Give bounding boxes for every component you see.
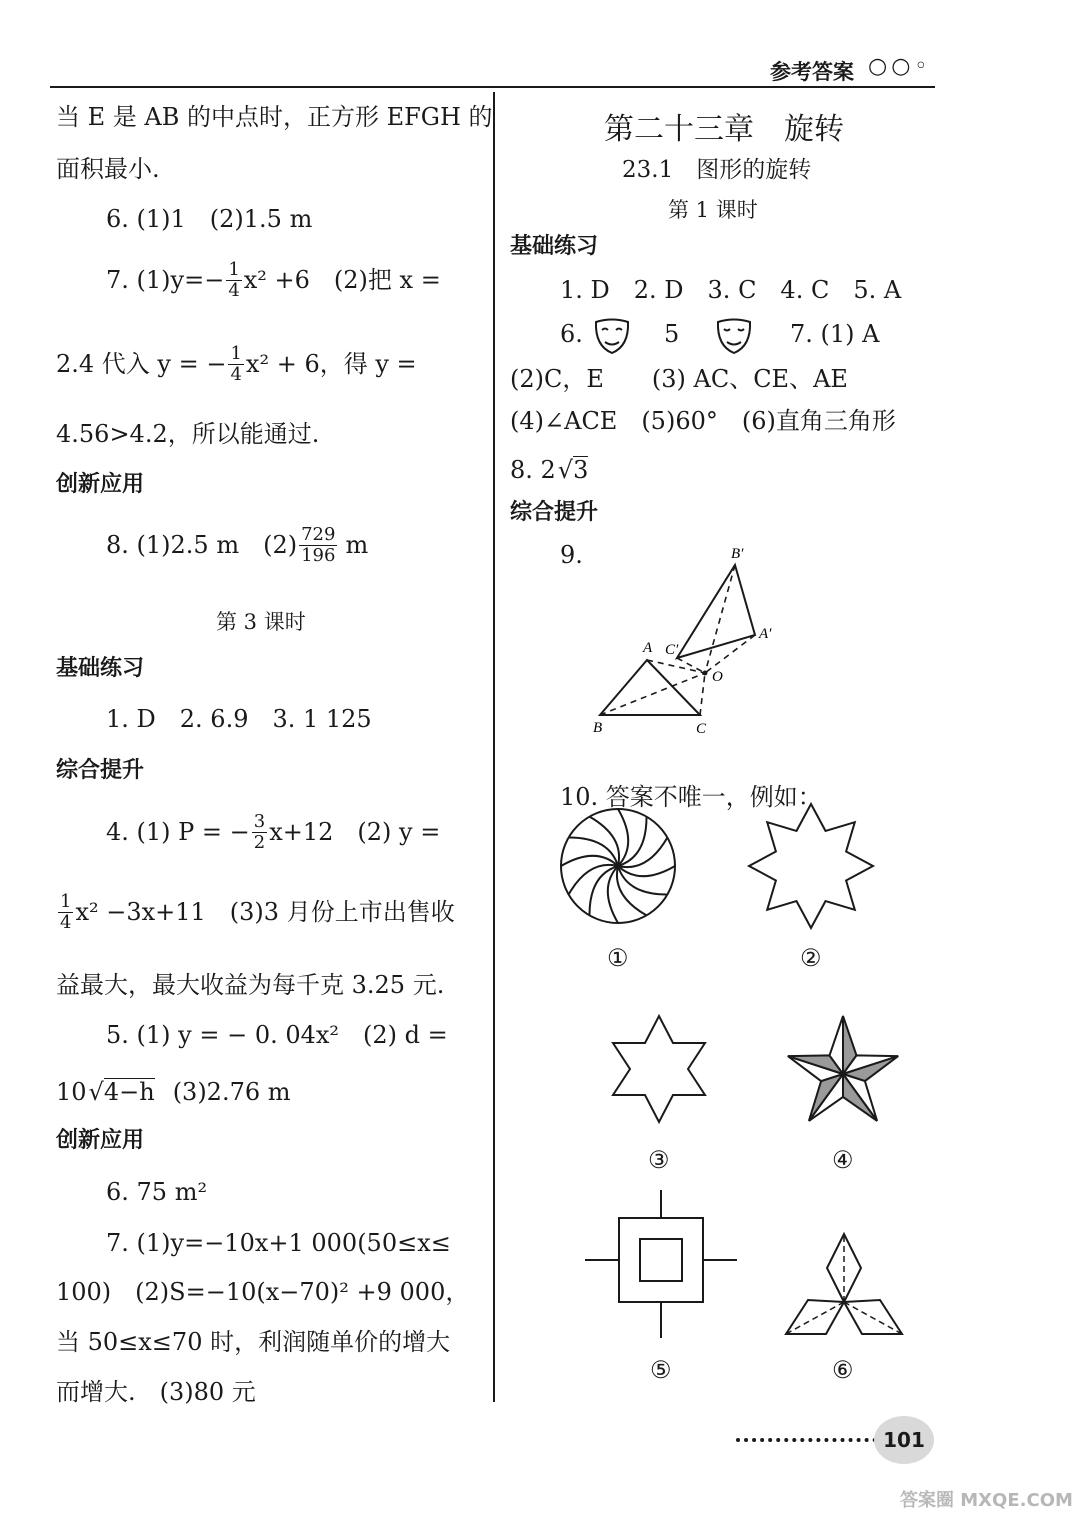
answer-4-line-3: 益最大，最大收益为每千克 3.25 元. [56, 971, 445, 999]
section-comprehensive-right: 综合提升 [510, 500, 599, 525]
basic-answers-right: 1. D 2. D 3. C 4. C 5. A [560, 276, 902, 304]
answer-4-line-2: $\frac{1}{4}$ x² −3x+11 (3)3 月份上市出售收 [60, 891, 455, 933]
section-innovation-2: 创新应用 [56, 1128, 145, 1153]
swirl-arm [618, 866, 667, 895]
header-marks: ○○◦ [868, 54, 932, 79]
answer-5-radical: 4−h [103, 1078, 155, 1106]
basic-answers-left: 1. D 2. 6.9 3. 1 125 [106, 705, 372, 733]
mask-face-rotated-icon [714, 316, 754, 356]
lesson-1-title: 第 1 课时 [668, 198, 758, 222]
page-number-badge [874, 1416, 934, 1464]
figure-label-4: ④ [832, 1146, 854, 1174]
chapter-title: 第二十三章 旋转 [604, 112, 844, 147]
point-label-ap: A′ [759, 626, 772, 642]
page-number: 101 [883, 1428, 925, 1452]
shaded-star-figure [781, 1010, 905, 1128]
eight-point-star [749, 804, 873, 928]
section-innovation-1: 创新应用 [56, 472, 145, 497]
answer-7-right-line-2: (2)C，E (3) AC、CE、AE [510, 365, 848, 393]
six-point-star-figure [604, 1012, 714, 1126]
figure-label-2: ② [800, 944, 822, 972]
answer-7b-line-2: 100) (2)S=−10(x−70)² +9 000， [56, 1278, 470, 1306]
three-blade-figure [782, 1230, 906, 1340]
mask-face-icon [592, 316, 632, 356]
rotation-figure [585, 540, 790, 740]
eight-point-star-figure [745, 800, 877, 932]
answer-7b: 7. (1)y=−10x+1 000(50≤x≤ [106, 1229, 451, 1257]
point-label-a: A [643, 640, 653, 656]
point-label-bp: B′ [731, 546, 744, 562]
answer-6b: 6. 75 m² [106, 1178, 208, 1206]
answer-8-fraction: $\frac{729}{196}$ [301, 524, 336, 566]
answer-4: 4. (1) P = − $\frac{3}{2}$ x+12 (2) y = [106, 811, 441, 853]
answer-7-right-line-3: (4)∠ACE (5)60° (6)直角三角形 [510, 407, 896, 435]
answer-4-fraction: $\frac{3}{2}$ [253, 811, 266, 853]
answer-6: 6. (1)1 (2)1.5 m [106, 205, 313, 233]
point-label-c: C [696, 721, 707, 737]
answer-7b-fraction: $\frac{1}{4}$ [230, 343, 242, 385]
square-cross-figure [583, 1188, 739, 1340]
answer-9-label: 9. [560, 541, 583, 569]
answer-7-pre: 7. (1)y=− [106, 266, 225, 295]
point-label-o: O [712, 669, 723, 685]
answer-5-line-2: 10 √ 4−h (3)2.76 m [56, 1078, 291, 1106]
answer-7-line-3: 4.56>4.2，所以能通过. [56, 420, 320, 448]
figure-label-1: ① [607, 944, 629, 972]
answer-7b-line-3: 当 50≤x≤70 时，利润随单价的增大 [56, 1328, 451, 1356]
section-title: 23.1 图形的旋转 [622, 157, 812, 183]
swirl-circle-figure [556, 804, 680, 928]
lesson-3-title: 第 3 课时 [216, 610, 306, 634]
swirl-arm [569, 837, 618, 866]
header-rule [50, 86, 935, 88]
section-comprehensive-left: 综合提升 [56, 758, 145, 783]
left-line-2: 面积最小. [56, 155, 160, 183]
answer-7-fraction: $\frac{1}{4}$ [228, 259, 240, 301]
figure-label-3: ③ [648, 1146, 670, 1174]
answer-10: 10. 答案不唯一，例如： [560, 783, 822, 811]
answer-8-radical: 3 [573, 456, 589, 484]
swirl-arm [618, 817, 647, 866]
answer-7b-line-4: 而增大. (3)80 元 [56, 1378, 256, 1406]
answer-6-middle: 5 [664, 320, 680, 348]
figure-label-5: ⑤ [650, 1356, 672, 1384]
figure-label-6: ⑥ [832, 1356, 854, 1384]
center-o [703, 671, 708, 676]
answer-7 [106, 260, 441, 301]
swirl-arm [589, 866, 618, 915]
answer-5: 5. (1) y = − 0. 04x² (2) d = [106, 1021, 448, 1049]
answer-6-label: 6. [560, 320, 583, 348]
answer-7-post: x² +6 (2)把 x = [243, 266, 441, 295]
section-basic-right: 基础练习 [510, 234, 599, 259]
answer-4b-fraction: $\frac{1}{4}$ [60, 891, 72, 933]
header-title: 参考答案 [770, 60, 854, 84]
section-basic-left: 基础练习 [56, 656, 145, 681]
answer-8-right: 8. 2 √ 3 [510, 456, 589, 484]
watermark: 答案圈 MXQE.COM [900, 1490, 1073, 1511]
column-divider [493, 92, 495, 1402]
six-point-star [613, 1016, 705, 1122]
point-label-b: B [593, 720, 603, 736]
point-label-cp: C′ [665, 642, 679, 658]
answer-7-line-2: 2.4 代入 y = − $\frac{1}{4}$ x² + 6，得 y = [56, 343, 417, 385]
answer-7-right: 7. (1) A [790, 320, 880, 348]
left-line-1: 当 E 是 AB 的中点时，正方形 EFGH 的 [56, 103, 493, 131]
answer-8: 8. (1)2.5 m (2) $\frac{729}{196}$ m [106, 524, 369, 566]
